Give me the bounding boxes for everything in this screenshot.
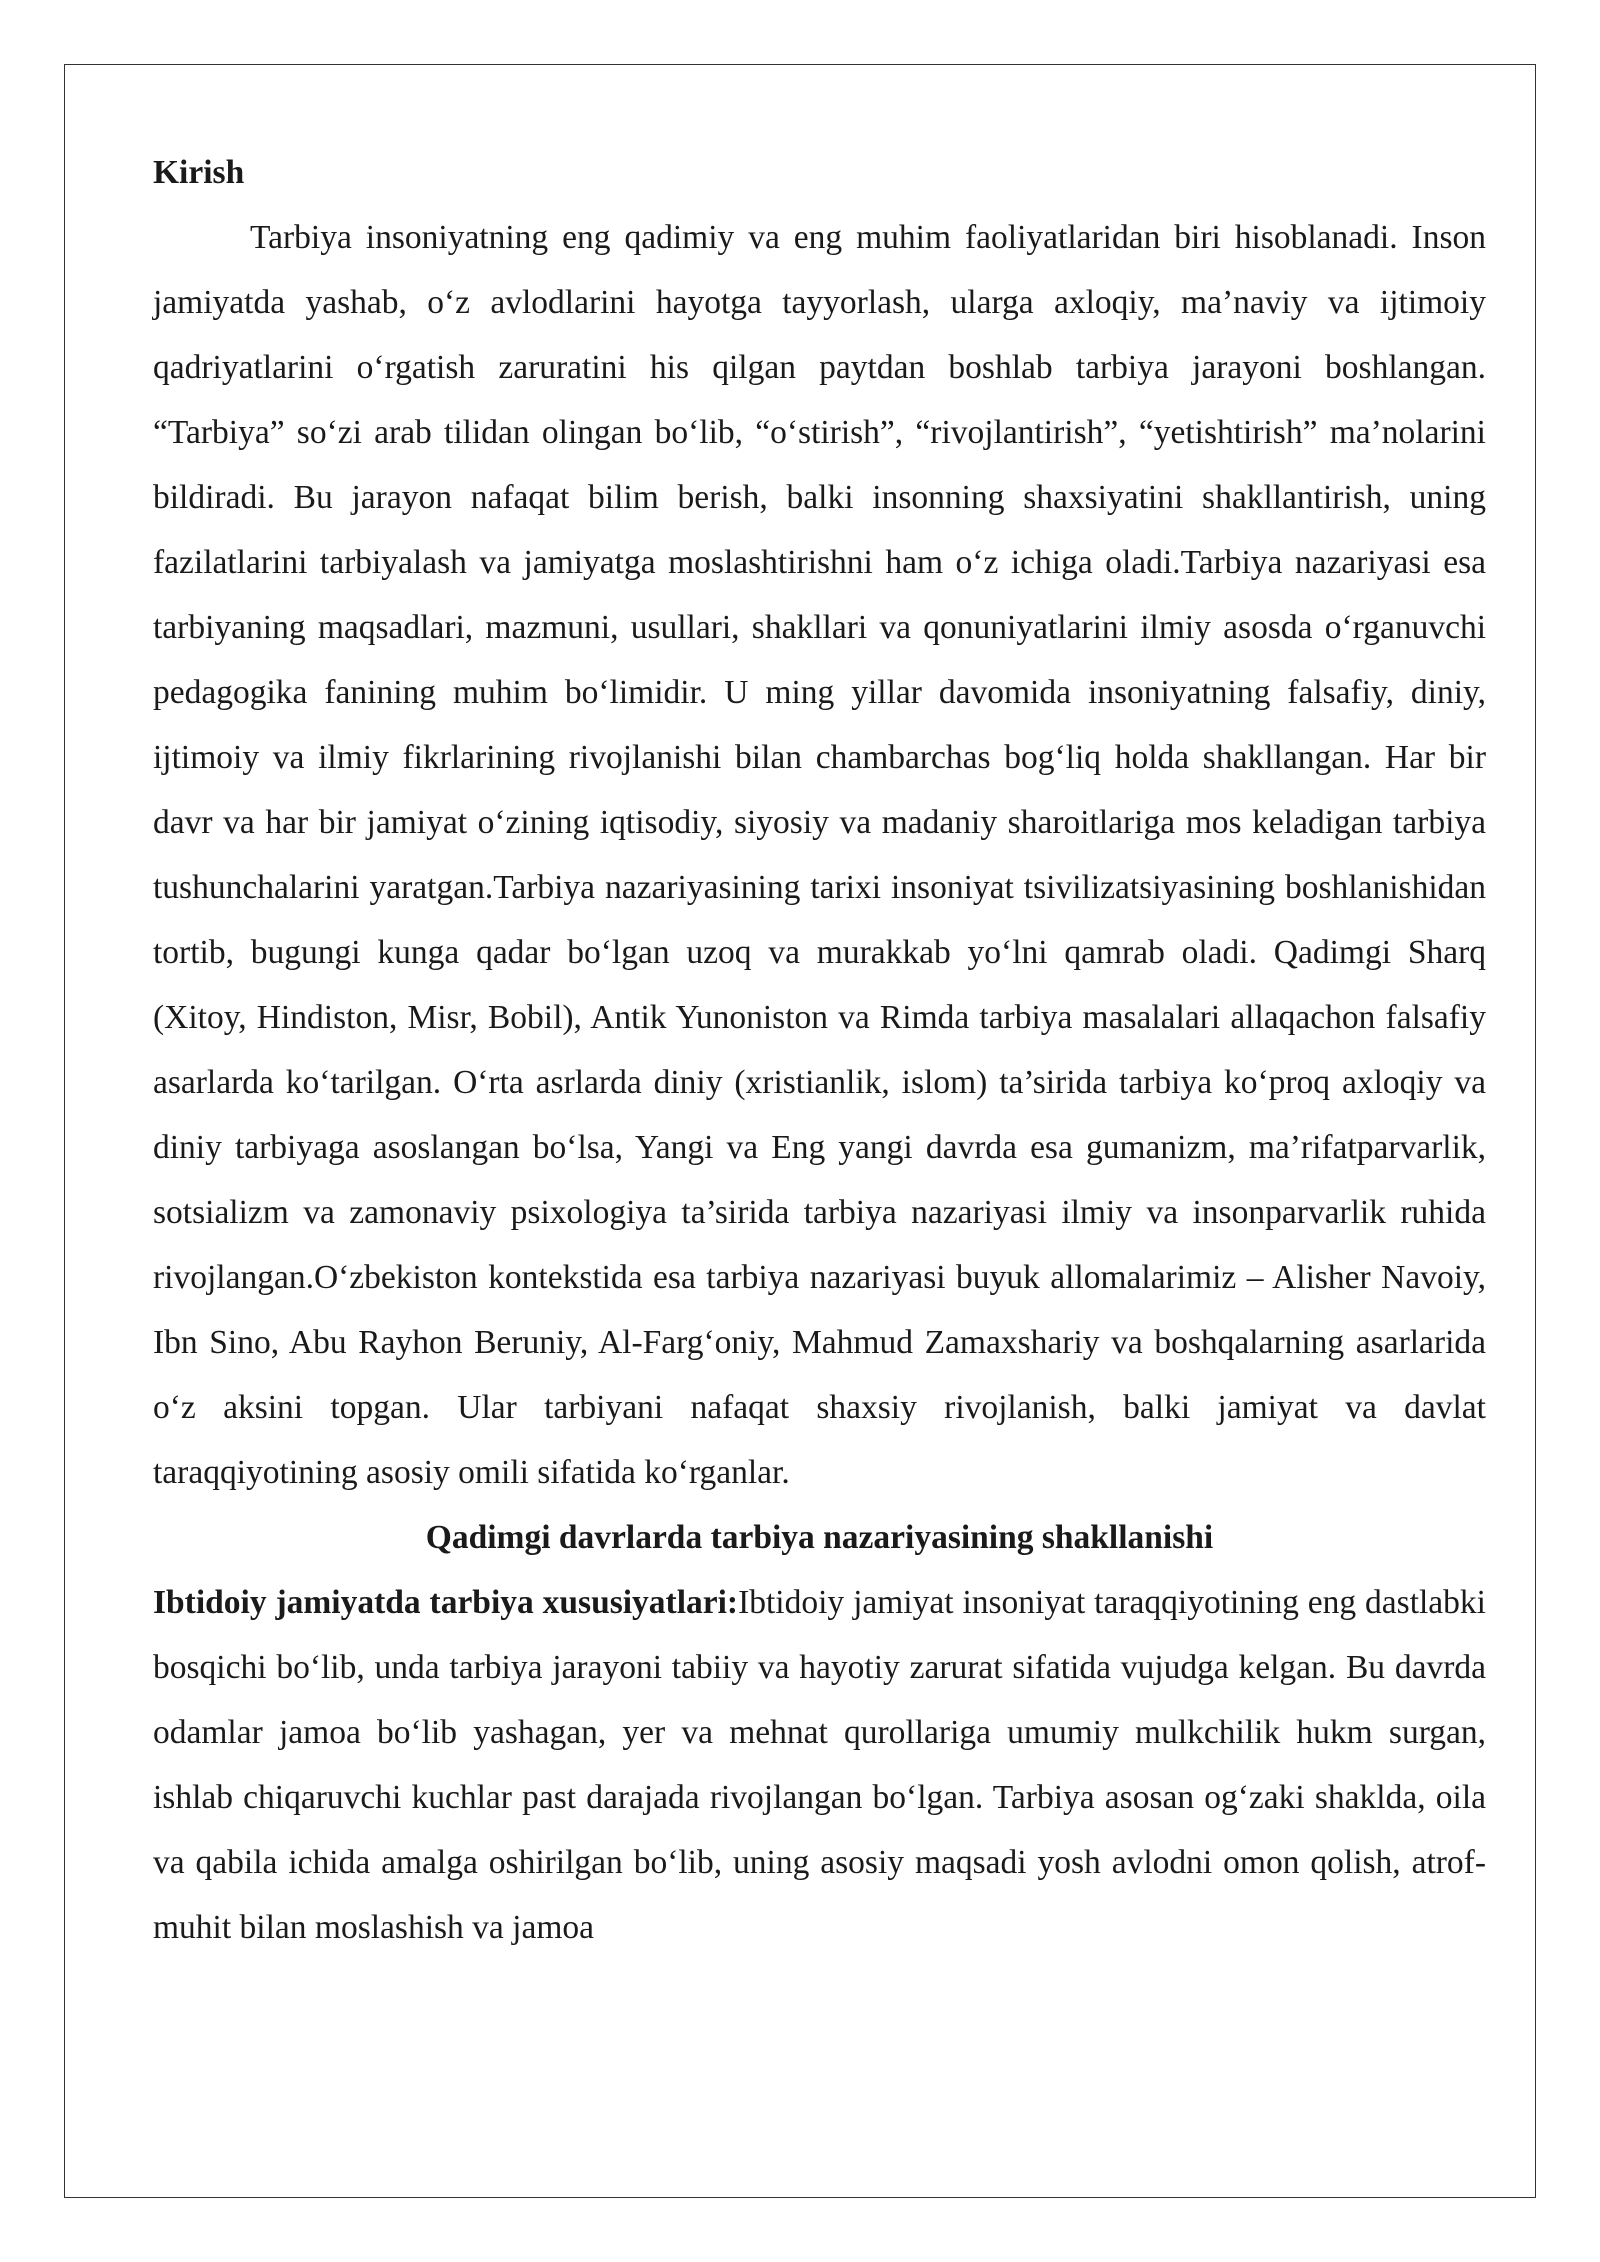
document-body — [153, 140, 1486, 1960]
intro-paragraph: Tarbiya insoniyatning eng qadimiy va eng muhim faoliyatlaridan biri hisoblanadi. Inson jamiyatda yashab, o‘z avlodlarini hayotga tayyorlash, ularga axloqiy, ma’naviy va ijtimoiy qadriyatlarini o‘rgatish zaruratini his qilgan paytdan boshlab tarbiya jarayoni boshlangan. “Tarbiya” so‘zi arab tilidan olingan bo‘lib, “o‘stirish”, “rivojlantirish”, “yetishtirish” ma’nolarini bildiradi. Bu jarayon nafaqat bilim berish, balki insonning shaxsiyatini shakllantirish, uning fazilatlarini tarbiyalash va jamiyatga moslashtirishni ham o‘z ichiga oladi.Tarbiya nazariyasi esa tarbiyaning maqsadlari, mazmuni, usullari, shakllari va qonuniyatlarini ilmiy asosda o‘rganuvchi pedagogika fanining muhim bo‘limidir. U ming yillar davomida insoniyatning falsafiy, diniy, ijtimoiy va ilmiy fikrlarining rivojlanishi bilan chambarchas bog‘liq holda shakllangan. Har bir davr va har bir jamiyat o‘zining iqtisodiy, siyosiy va madaniy sharoitlariga mos keladigan tarbiya tushunchalarini yaratgan.Tarbiya nazariyasining tarixi insoniyat tsivilizatsiyasining boshlanishidan tortib, bugungi kunga qadar bo‘lgan uzoq va murakkab yo‘lni qamrab oladi. Qadimgi Sharq (Xitoy, Hindiston, Misr, Bobil), Antik Yunoniston va Rimda tarbiya masalalari allaqachon falsafiy asarlarda ko‘tarilgan. O‘rta asrlarda diniy (xristianlik, islom) ta’sirida tarbiya ko‘proq axloqiy va diniy tarbiyaga asoslangan bo‘lsa, Yangi va Eng yangi davrda esa gumanizm, ma’rifatparvarlik, sotsializm va zamonaviy psixologiya ta’sirida tarbiya nazariyasi ilmiy va insonparvarlik ruhida rivojlangan.O‘zbekiston kontekstida esa tarbiya nazariyasi buyuk allomalarimiz – Alisher Navoiy, Ibn Sino, Abu Rayhon Beruniy, Al-Farg‘oniy, Mahmud Zamaxshariy va boshqalarning asarlarida o‘z aksini topgan. Ular tarbiyani nafaqat shaxsiy rivojlanish, balki jamiyat va davlat taraqqiyotining asosiy omili sifatida ko‘rganlar. — [153, 219, 1486, 1491]
section-heading: Qadimgi davrlarda tarbiya nazariyasining shakllanishi — [425, 1519, 1214, 1556]
heading-kirish: Kirish — [153, 154, 245, 191]
subsection-text: Ibtidoiy jamiyat insoniyat taraqqiyotining eng dastlabki bosqichi bo‘lib, unda tarbiya jarayoni tabiiy va hayotiy zarurat sifatida vujudga kelgan. Bu davrda odamlar jamoa bo‘lib yashagan, yer va mehnat qurollariga umumiy mulkchilik hukm surgan, ishlab chiqaruvchi kuchlar past darajada rivojlangan bo‘lgan. Tarbiya asosan og‘zaki shaklda, oila va qabila ichida amalga oshirilgan bo‘lib, uning asosiy maqsadi yosh avlodni omon qolish, atrof-muhit bilan moslashish va jamoa — [153, 1584, 1486, 1946]
subsection-paragraph — [153, 1570, 1486, 1960]
subsection-label: Ibtidoiy jamiyatda tarbiya xususiyatlari: — [153, 1584, 739, 1621]
